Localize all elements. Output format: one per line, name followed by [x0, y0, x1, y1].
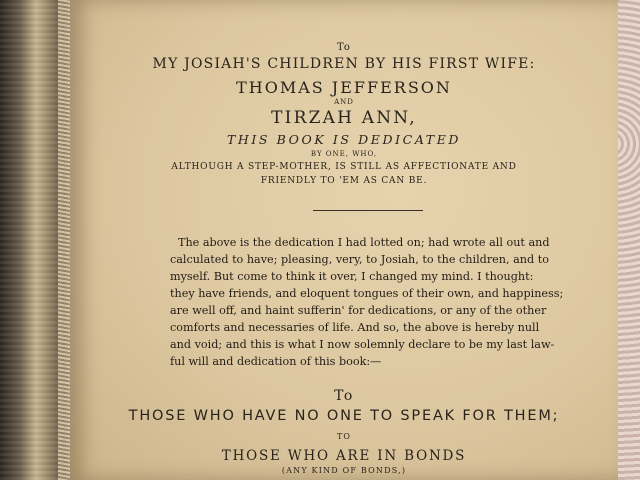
second-those-in-bonds: THOSE WHO ARE IN BONDS — [221, 448, 467, 464]
second-to: To — [334, 388, 354, 404]
divider-rule — [313, 210, 423, 211]
dedication-recipients: MY JOSIAH'S CHILDREN BY HIS FIRST WIFE: — [152, 56, 536, 72]
dedication-by-one: BY ONE, WHO, — [310, 150, 378, 158]
dedication-friendly: FRIENDLY TO 'EM AS CAN BE. — [260, 176, 428, 186]
paragraph-line: comforts and necessaries of life. And so, the above is hereby null — [170, 321, 540, 334]
paragraph-line: myself. But come to think it over, I changed my mind. I thought: — [170, 270, 534, 283]
second-any-kind-of-bonds: (ANY KIND OF BONDS,) — [281, 466, 407, 475]
book-page — [70, 0, 618, 480]
dedication-although: ALTHOUGH A STEP-MOTHER, IS STILL AS AFFECTIONATE AND — [171, 162, 517, 172]
paragraph-line: calculated to have; pleasing, very, to Josiah, to the children, and to — [170, 253, 549, 266]
paragraph-line: ful will and dedication of this book:— — [170, 355, 382, 368]
dedication-and: AND — [334, 98, 354, 106]
dedication-to: To — [337, 42, 351, 53]
paragraph-line: are well off, and haint sufferin' for dedications, or any of the other — [170, 304, 547, 317]
second-those-no-one: THOSE WHO HAVE NO ONE TO SPEAK FOR THEM; — [128, 408, 560, 424]
dedication-name-thomas: THOMAS JEFFERSON — [236, 78, 452, 97]
dedication-book-dedicated: THIS BOOK IS DEDICATED — [226, 132, 462, 147]
paragraph-line: they have friends, and eloquent tongues of their own, and happiness; — [170, 287, 564, 300]
paragraph-line: and void; and this is what I now solemnly declare to be my last law- — [170, 338, 555, 351]
body-paragraph — [170, 234, 600, 370]
dedication-name-tirzah: TIRZAH ANN, — [271, 108, 417, 128]
paragraph-line: The above is the dedication I had lotted on; had wrote all out and — [178, 236, 550, 249]
second-to-small: TO — [337, 432, 351, 441]
